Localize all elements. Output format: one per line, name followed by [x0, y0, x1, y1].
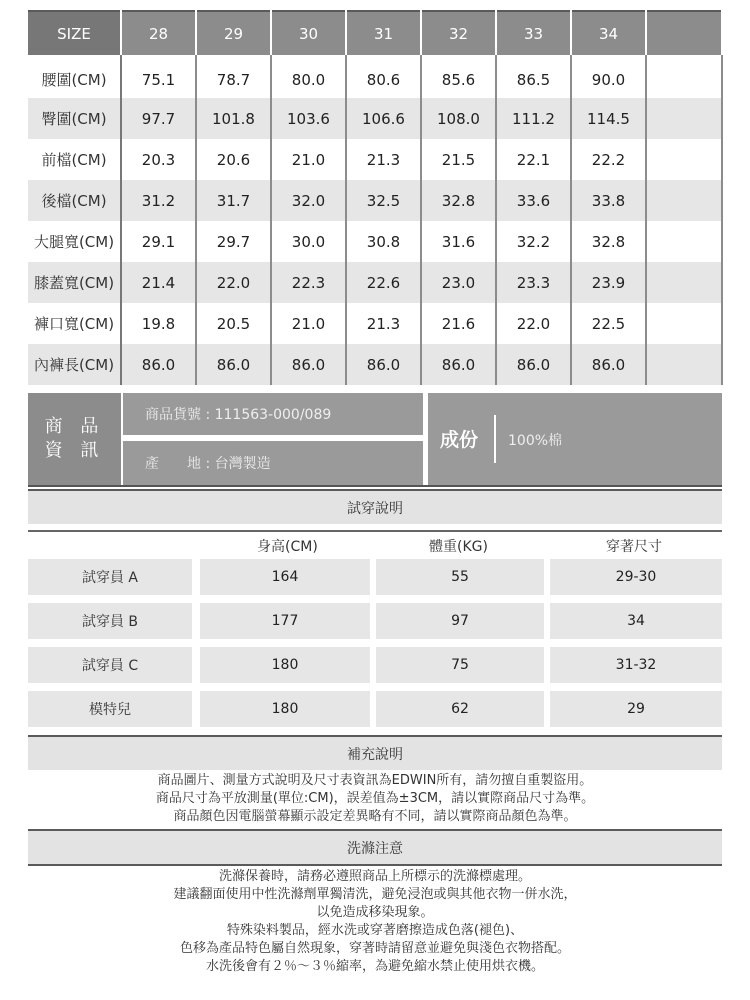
size-cell: 33.8: [571, 180, 646, 221]
wash-line: 特殊染料製品，經水洗或穿著磨擦造成色落(褪色)、: [226, 923, 524, 938]
size-row: [28, 344, 722, 385]
size-cell: 32.0: [271, 180, 346, 221]
size-cell: 22.0: [496, 303, 571, 344]
wash-line: 以免造成移染現象。: [316, 905, 434, 920]
size-cell: 22.6: [346, 262, 421, 303]
size-cell: 29.1: [121, 221, 196, 262]
size-row: [28, 262, 722, 303]
supplement-line: 商品尺寸為平放測量(單位:CM)，誤差值為±3CM，請以實際商品尺寸為準。: [155, 791, 595, 806]
size-row-label: 褲口寬(CM): [28, 303, 121, 344]
size-cell-empty: [646, 221, 722, 262]
size-cell: 86.0: [346, 344, 421, 385]
tryon-row: [28, 559, 722, 595]
tryon-weight: 97: [376, 603, 544, 639]
size-cell: 108.0: [421, 98, 496, 139]
tryon-size: 29: [550, 691, 722, 727]
size-row-label: 內褲長(CM): [28, 344, 121, 385]
size-cell-empty: [646, 303, 722, 344]
tryon-col-height: 身高(CM): [257, 539, 318, 555]
size-cell: 21.4: [121, 262, 196, 303]
size-header-empty: [646, 11, 722, 55]
size-row-label: 腰圍(CM): [28, 55, 121, 98]
size-cell-empty: [646, 344, 722, 385]
size-cell: 30.0: [271, 221, 346, 262]
size-header-cell: 34: [571, 11, 646, 55]
material-divider: [494, 415, 496, 463]
tryon-size: 34: [550, 603, 722, 639]
size-cell-empty: [646, 55, 722, 98]
product-info-title-line1: 商 品: [44, 416, 105, 437]
divider: [28, 485, 722, 487]
size-cell: 31.2: [121, 180, 196, 221]
tryon-row: [28, 647, 722, 683]
size-cell: 32.5: [346, 180, 421, 221]
tryon-weight: 55: [376, 559, 544, 595]
size-cell: 86.0: [571, 344, 646, 385]
size-cell: 97.7: [121, 98, 196, 139]
wash-title: 洗滌注意: [28, 829, 722, 864]
wash-line: 洗滌保養時，請務必遵照商品上所標示的洗滌標處理。: [218, 869, 531, 884]
supplement-notes: [28, 772, 722, 826]
size-cell: 106.6: [346, 98, 421, 139]
wash-notes: [28, 868, 722, 976]
size-row: [28, 98, 722, 139]
size-header-label: SIZE: [28, 11, 121, 55]
item-number: 商品貨號 : 111563-000/089: [123, 393, 423, 435]
size-cell: 114.5: [571, 98, 646, 139]
tryon-col-weight: 體重(KG): [429, 539, 488, 555]
wash-line: 建議翻面使用中性洗滌劑單獨清洗，避免浸泡或與其他衣物一併水洗，: [173, 887, 577, 902]
size-cell: 86.0: [421, 344, 496, 385]
size-cell: 23.0: [421, 262, 496, 303]
size-cell: 20.3: [121, 139, 196, 180]
size-cell: 90.0: [571, 55, 646, 98]
size-cell: 32.8: [571, 221, 646, 262]
size-cell: 78.7: [196, 55, 271, 98]
size-row: [28, 221, 722, 262]
size-cell: 21.5: [421, 139, 496, 180]
size-row: [28, 180, 722, 221]
size-header-cell: 29: [196, 11, 271, 55]
size-row-label: 大腿寬(CM): [28, 221, 121, 262]
divider: [28, 864, 722, 866]
wash-line: 色移為產品特色屬自然現象，穿著時請留意並避免與淺色衣物搭配。: [179, 941, 570, 956]
size-cell: 80.0: [271, 55, 346, 98]
size-header-cell: 30: [271, 11, 346, 55]
size-cell-empty: [646, 98, 722, 139]
size-cell: 103.6: [271, 98, 346, 139]
tryon-name: 試穿員 A: [28, 559, 192, 595]
size-cell: 86.0: [496, 344, 571, 385]
size-cell: 21.0: [271, 303, 346, 344]
size-cell: 21.3: [346, 303, 421, 344]
size-cell: 32.2: [496, 221, 571, 262]
origin: 產 地 : 台灣製造: [123, 441, 423, 485]
supplement-line: 商品顏色因電腦螢幕顯示設定差異略有不同，請以實際商品顏色為準。: [173, 809, 577, 824]
wash-line: 水洗後會有２％～３％縮率，為避免縮水禁止使用烘衣機。: [205, 959, 544, 974]
size-cell: 22.1: [496, 139, 571, 180]
size-cell: 22.0: [196, 262, 271, 303]
tryon-name: 模特兒: [28, 691, 192, 727]
size-cell: 85.6: [421, 55, 496, 98]
size-cell: 101.8: [196, 98, 271, 139]
size-header-cell: 32: [421, 11, 496, 55]
size-cell: 21.0: [271, 139, 346, 180]
size-cell: 111.2: [496, 98, 571, 139]
size-cell: 21.3: [346, 139, 421, 180]
size-row: [28, 55, 722, 98]
size-cell: 19.8: [121, 303, 196, 344]
size-row: [28, 303, 722, 344]
tryon-row: [28, 691, 722, 727]
size-row-label: 前檔(CM): [28, 139, 121, 180]
material-label: 成份: [440, 429, 479, 451]
size-cell: 20.5: [196, 303, 271, 344]
size-row-label: 膝蓋寬(CM): [28, 262, 121, 303]
size-cell: 86.5: [496, 55, 571, 98]
tryon-name: 試穿員 C: [28, 647, 192, 683]
size-table: [28, 10, 723, 385]
size-cell-empty: [646, 180, 722, 221]
size-cell: 86.0: [196, 344, 271, 385]
size-cell: 21.6: [421, 303, 496, 344]
tryon-size: 31-32: [550, 647, 722, 683]
size-cell: 20.6: [196, 139, 271, 180]
supplement-line: 商品圖片、測量方式說明及尺寸表資訊為EDWIN所有，請勿擅自重製盜用。: [157, 773, 593, 788]
supplement-title: 補充說明: [28, 735, 722, 770]
size-cell: 30.8: [346, 221, 421, 262]
size-cell: 22.3: [271, 262, 346, 303]
tryon-name: 試穿員 B: [28, 603, 192, 639]
size-header-row: [28, 11, 722, 55]
tryon-row: [28, 603, 722, 639]
size-header-cell: 31: [346, 11, 421, 55]
product-info-title-line2: 資 訊: [44, 440, 105, 461]
size-cell: 23.9: [571, 262, 646, 303]
product-info-title: [28, 393, 121, 485]
size-header-cell: 33: [496, 11, 571, 55]
size-cell: 22.5: [571, 303, 646, 344]
tryon-weight: 62: [376, 691, 544, 727]
size-cell: 33.6: [496, 180, 571, 221]
size-row-label: 後檔(CM): [28, 180, 121, 221]
material-value: 100%棉: [508, 433, 563, 449]
tryon-height: 180: [200, 647, 370, 683]
size-cell: 23.3: [496, 262, 571, 303]
size-cell: 86.0: [271, 344, 346, 385]
size-cell: 22.2: [571, 139, 646, 180]
material-box: [428, 393, 722, 485]
size-cell: 75.1: [121, 55, 196, 98]
size-row: [28, 139, 722, 180]
size-cell: 31.6: [421, 221, 496, 262]
tryon-col-size: 穿著尺寸: [606, 539, 662, 555]
size-cell: 32.8: [421, 180, 496, 221]
size-row-label: 臀圍(CM): [28, 98, 121, 139]
size-cell: 29.7: [196, 221, 271, 262]
product-info: [28, 393, 722, 485]
tryon-size: 29-30: [550, 559, 722, 595]
tryon-height: 164: [200, 559, 370, 595]
tryon-height: 177: [200, 603, 370, 639]
size-cell: 80.6: [346, 55, 421, 98]
tryon-weight: 75: [376, 647, 544, 683]
size-cell: 86.0: [121, 344, 196, 385]
tryon-title: 試穿說明: [28, 489, 722, 524]
size-header-cell: 28: [121, 11, 196, 55]
tryon-height: 180: [200, 691, 370, 727]
size-cell-empty: [646, 262, 722, 303]
tryon-header-row: [28, 530, 722, 558]
size-cell-empty: [646, 139, 722, 180]
size-cell: 31.7: [196, 180, 271, 221]
